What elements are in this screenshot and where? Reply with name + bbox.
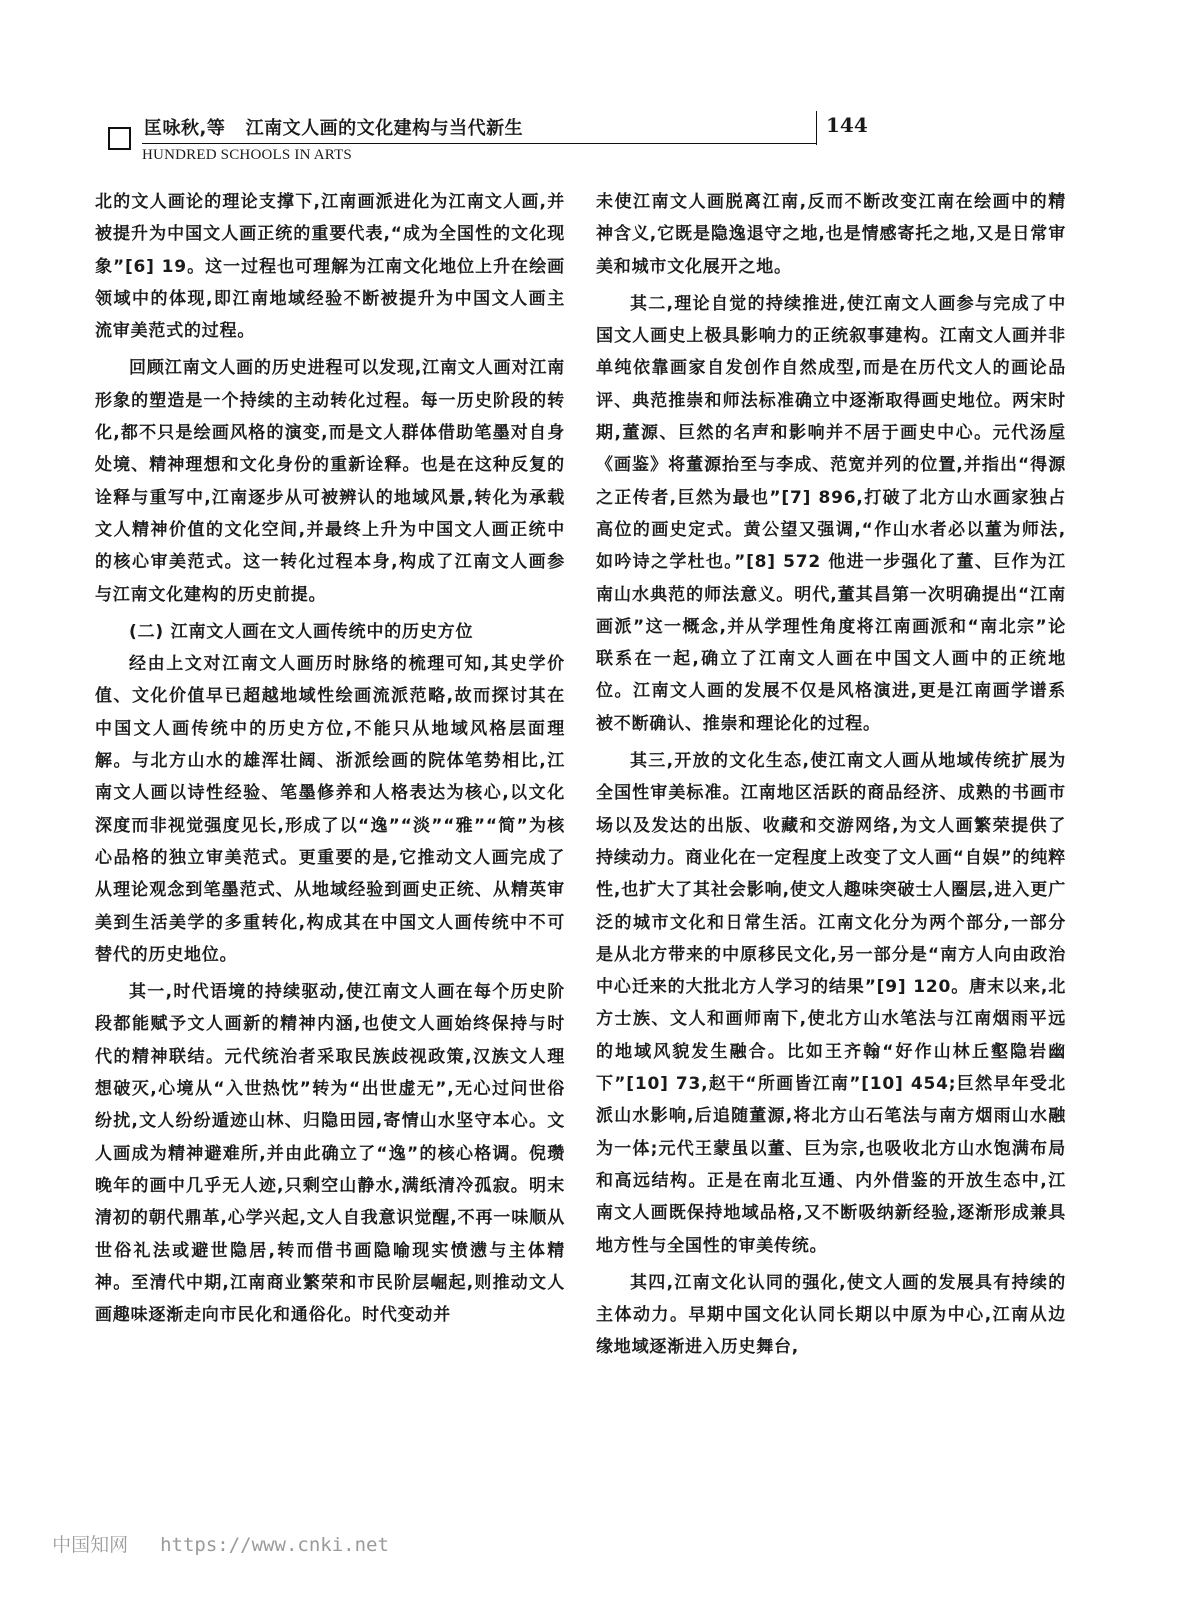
journal-name: HUNDRED SCHOOLS IN ARTS — [142, 147, 352, 163]
section-heading: (二) 江南文人画在文人画传统中的历史方位 — [129, 621, 474, 642]
cnki-url-link[interactable]: https://www.cnki.net — [160, 1534, 389, 1556]
paragraph: 未使江南文人画脱离江南,反而不断改变江南在绘画中的精神含义,它既是隐逸退守之地,也是情感寄托之地,又是日常审美和城市文化展开之地。 — [596, 192, 1066, 277]
paragraph: 北的文人画论的理论支撑下,江南画派进化为江南文人画,并被提升为中国文人画正统的重要代表,“成为全国性的文化现象”[6] 19。这一过程也可理解为江南文化地位上升在绘画领域中的体现,即江南地域经验不断被提升为中国文人画主流审美范式的过程。 — [95, 192, 565, 342]
watermark-footer — [40, 1508, 389, 1557]
paragraph: 回顾江南文人画的历史进程可以发现,江南文人画对江南形象的塑造是一个持续的主动转化过程。每一历史阶段的转化,都不只是绘画风格的演变,而是文人群体借助笔墨对自身处境、精神理想和文化身份的重新诠释。也是在这种反复的诠释与重写中,江南逐步从可被辨认的地域风景,转化为承载文人精神价值的文化空间,并最终上升为中国文人画正统中的核心审美范式。这一转化过程本身,构成了江南文人画参与江南文化建构的历史前提。 — [95, 358, 565, 605]
header-title: 匡咏秋,等 江南文人画的文化建构与当代新生 — [144, 118, 524, 139]
cnki-site-name: 中国知网 — [52, 1534, 129, 1556]
paragraph: 其二,理论自觉的持续推进,使江南文人画参与完成了中国文人画史上极具影响力的正统叙事建构。江南文人画并非单纯依靠画家自发创作自然成型,而是在历代文人的画论品评、典范推崇和师法标准确立中逐渐取得画史地位。两宋时期,董源、巨然的名声和影响并不居于画史中心。元代汤垕《画鉴》将董源抬至与李成、范宽并列的位置,并指出“得源之正传者,巨然为最也”[7] 896,打破了北方山水画家独占高位的画史定式。黄公望又强调,“作山水者必以董为师法,如吟诗之学杜也。”[8] 572 他进一步强化了董、巨作为江南山水典范的师法意义。明代,董其昌第一次明确提出“江南画派”这一概念,并从学理性角度将江南画派和“南北宗”论联系在一起,确立了江南文人画在中国文人画中的正统地位。江南文人画的发展不仅是风格演进,更是江南画学谱系被不断确认、推崇和理论化的过程。 — [596, 293, 1066, 734]
page-number: 144 — [826, 113, 868, 137]
header-rule — [142, 143, 817, 144]
paragraph: 经由上文对江南文人画历时脉络的梳理可知,其史学价值、文化价值早已超越地域性绘画流派范略,故而探讨其在中国文人画传统中的历史方位,不能只从地域风格层面理解。与北方山水的雄浑壮阔、浙派绘画的院体笔势相比,江南文人画以诗性经验、笔墨修养和人格表达为核心,以文化深度而非视觉强度见长,形成了以“逸”“淡”“雅”“简”为核心品格的独立审美范式。更重要的是,它推动文人画完成了从理论观念到笔墨范式、从地域经验到画史正统、从精英审美到生活美学的多重转化,构成其在中国文人画传统中不可替代的历史地位。 — [95, 654, 565, 965]
paragraph: 其一,时代语境的持续驱动,使江南文人画在每个历史阶段都能赋予文人画新的精神内涵,也使文人画始终保持与时代的精神联结。元代统治者采取民族歧视政策,汉族文人理想破灭,心境从“入世热忱”转为“出世虚无”,无心过问世俗纷扰,文人纷纷遁迹山林、归隐田园,寄情山水坚守本心。文人画成为精神避难所,并由此确立了“逸”的核心格调。倪瓒晚年的画中几乎无人迹,只剩空山静水,满纸清冷孤寂。明末清初的朝代鼎革,心学兴起,文人自我意识觉醒,不再一味顺从世俗礼法或避世隐居,转而借书画隐喻现实愤懑与主体精神。至清代中期,江南商业繁荣和市民阶层崛起,则推动文人画趣味逐渐走向市民化和通俗化。时代变动并 — [95, 982, 565, 1326]
header-square-mark — [108, 127, 131, 150]
running-header — [108, 105, 1074, 167]
left-column — [95, 186, 565, 1331]
right-column — [596, 186, 1066, 1364]
paragraph: 其三,开放的文化生态,使江南文人画从地域传统扩展为全国性审美标准。江南地区活跃的商品经济、成熟的书画市场以及发达的出版、收藏和交游网络,为文人画繁荣提供了持续动力。商业化在一定程度上改变了文人画“自娱”的纯粹性,也扩大了其社会影响,使文人趣味突破士人圈层,进入更广泛的城市文化和日常生活。江南文化分为两个部分,一部分是从北方带来的中原移民文化,另一部分是“南方人向由政治中心迁来的大批北方人学习的结果”[9] 120。唐末以来,北方士族、文人和画师南下,使北方山水笔法与江南烟雨平远的地域风貌发生融合。比如王齐翰“好作山林丘壑隐岩幽下”[10] 73,赵干“所画皆江南”[10] 454;巨然早年受北派山水影响,后追随董源,将北方山石笔法与南方烟雨山水融为一体;元代王蒙虽以董、巨为宗,也吸收北方山水饱满布局和高远结构。正是在南北互通、内外借鉴的开放生态中,江南文人画既保持地域品格,又不断吸纳新经验,逐渐形成兼具地方性与全国性的审美传统。 — [596, 751, 1066, 1256]
paragraph: 其四,江南文化认同的强化,使文人画的发展具有持续的主体动力。早期中国文化认同长期以中原为中心,江南从边缘地域逐渐进入历史舞台, — [596, 1272, 1066, 1358]
header-divider — [816, 111, 817, 145]
